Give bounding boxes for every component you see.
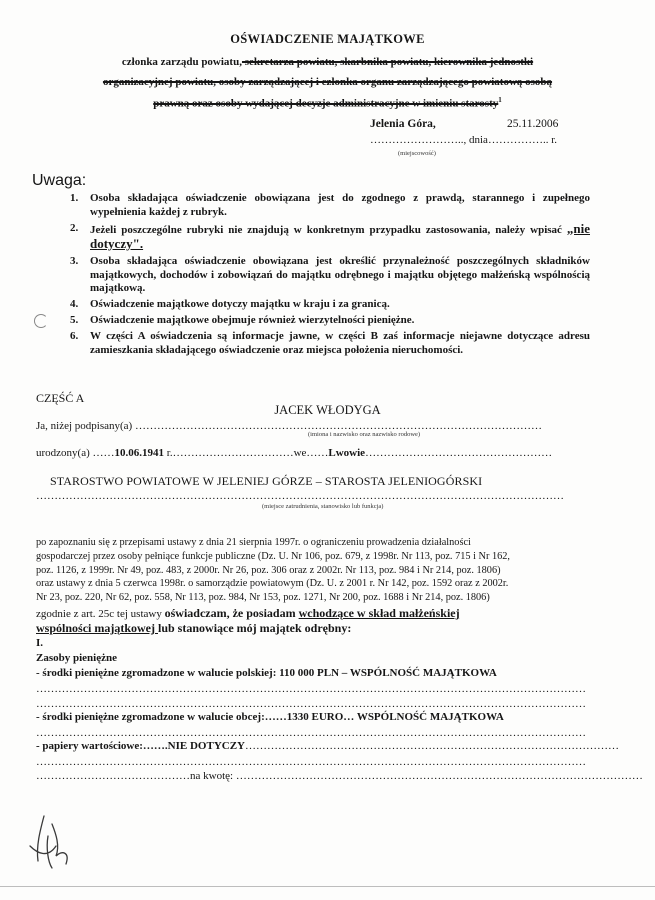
document-title: OŚWIADCZENIE MAJĄTKOWE (230, 32, 425, 46)
employer-position: STAROSTWO POWIATOWE W JELENIEJ GÓRZE – STAROSTA JELENIOGÓRSKI (50, 474, 483, 488)
foreign-funds-label: - środki pieniężne zgromadzone w walucie obcej:…… (36, 711, 287, 723)
note-number: 1. (70, 192, 79, 204)
note-item (70, 192, 590, 219)
amount-dots: ………………………………………………………………………………………………… (235, 770, 643, 782)
birth-suffix: …………………………………………… (365, 447, 553, 459)
note-number: 4. (70, 298, 79, 311)
date: 25.11.2006 (507, 118, 559, 130)
note-text-part: Jeżeli poszczególne rubryki nie znajdują w konkretnym przypadku zastosowania, należy wpisać (90, 223, 567, 236)
header-line-2 (0, 76, 655, 88)
statute-line: po zapoznaniu się z przepisami ustawy z dnia 21 sierpnia 1997r. o ograniczeniu prowadzenia działalności (36, 537, 471, 548)
amount-line (36, 770, 643, 782)
note-text: Oświadczenie majątkowe dotyczy majątku w kraju i za granicą. (90, 298, 390, 311)
note-item (70, 314, 590, 328)
section-roman: I. (36, 637, 44, 649)
name-caption: (imiona i nazwisko oraz nazwisko rodowe) (308, 431, 421, 438)
footnote-marker: 1 (498, 96, 502, 104)
birth-prefix: urodzony(a) …… (36, 447, 115, 459)
note-text: Osoba składająca oświadczenie obowiązana jest określić przynależność poszczególnych składników majątkowych, dochodów i zobowiązań do majątku odrębnego i majątku objętego małżeńską wspólnością majątkową. (90, 255, 590, 295)
securities-label: - papiery wartościowe:……. (36, 740, 168, 752)
birth-line (36, 447, 552, 459)
note-text: W części A oświadczenia są informacje jawne, w części B zaś informacje niejawne dotyczące adresu zamieszkania składającego oświadczenie oraz miejsca położenia nieruchomości. (90, 330, 590, 356)
declaration-underlined: wspólności majątkowej (36, 621, 158, 635)
pln-funds-value: 110 000 PLN – WSPÓLNOŚĆ MAJĄTKOWA (279, 667, 497, 679)
dots-line: …………………………………………………………………………………………………………………………………… (36, 683, 586, 695)
securities-dots: ………………………………………………………………………………………… (245, 740, 619, 752)
hole-punch-mark (34, 314, 48, 328)
statute-paragraph (36, 536, 604, 605)
note-number: 6. (70, 330, 79, 343)
statute-line: oraz ustawy z dnia 5 czerwca 1998r. o samorządzie powiatowym (Dz. U. z 2001 r. Nr 142, poz. 1592 oraz z 2002r. (36, 578, 509, 590)
page-bottom-edge (0, 886, 655, 887)
header-line-1 (0, 56, 655, 68)
header-struck-1: sekretarza powiatu, skarbnika powiatu, kierownika jednostki (241, 56, 534, 68)
declaration-prefix: zgodnie z art. 25c tej ustawy (36, 608, 165, 620)
statute-line: Nr 23, poz. 220, Nr 62, poz. 558, Nr 113, poz. 984, Nr 153, poz. 1271, Nr 200, poz. 1688 i Nr 214, poz. 1806) (36, 592, 490, 604)
statute-line: gospodarczej przez osoby pełniące funkcje publiczne (Dz. U. Nr 106, poz. 679, z 1998r. Nr 113, poz. 715 i Nr 162, (36, 550, 510, 562)
dots-line: …………………………………………………………………………………………………………………………………… (36, 727, 586, 739)
amount-label: ……………………………………na kwotę: (36, 770, 236, 782)
declaration-end: lub stanowiące mój majątek odrębny: (158, 621, 352, 635)
birth-mid: r.……………………………we…… (164, 447, 329, 459)
header-struck-2: organizacyjnej powiatu, osoby zarządzającej i członka organu zarządzającego powiatową osobą (102, 76, 553, 88)
securities-value: NIE DOTYCZY (167, 740, 245, 752)
dots-line: …………………………………………………………………………………………………………………………………… (36, 756, 586, 768)
notes-heading: Uwaga: (32, 172, 87, 189)
statute-line: poz. 1126, z 1999r. Nr 49, poz. 483, z 2000r. Nr 26, poz. 306 oraz z 2002r. Nr 113, poz. 984 i Nr 214, poz. 1806) (36, 564, 501, 576)
declaration-bold: oświadczam, że posiadam (164, 606, 299, 620)
part-a-label: CZĘŚĆ A (36, 391, 85, 405)
header-line-3 (0, 96, 655, 110)
note-text: Osoba składająca oświadczenie obowiązana jest do zgodnego z prawdą, starannego i zupełnego wypełnienia każdej z rubryk. (90, 192, 590, 218)
declaration-underlined: wchodzące w skład małżeńskiej (298, 606, 460, 620)
place-caption: (miejscowość) (398, 150, 436, 157)
handwritten-initials (26, 806, 86, 876)
note-text (90, 222, 590, 253)
employer-dots: ……………………………………………………………………………………………………………………………… (36, 490, 564, 502)
section-heading: Zasoby pieniężne (36, 652, 117, 664)
employer-caption: (miejsce zatrudnienia, stanowisko lub funkcja) (262, 503, 384, 510)
header-struck-3: prawną oraz osoby wydającej decyzje administracyjne w imieniu starosty (153, 97, 499, 110)
declarant-name: JACEK WŁODYGA (274, 403, 381, 417)
note-item (70, 298, 590, 312)
note-item (70, 222, 590, 253)
pln-funds-label: - środki pieniężne zgromadzone w walucie polskiej: (36, 667, 280, 679)
birth-place: Lwowie (328, 447, 366, 459)
notes-list (70, 192, 590, 360)
signed-line: Ja, niżej podpisany(a) ………………………………………………………………………………………………… (36, 420, 542, 432)
note-number: 3. (70, 255, 79, 268)
note-text: Oświadczenie majątkowe obejmuje również wierzytelności pieniężne. (90, 314, 415, 327)
nie-dotyczy-emphasis: „nie dotyczy". (90, 220, 590, 252)
header-active-role: członka zarządu powiatu, (121, 56, 242, 68)
foreign-funds-value: 1330 EURO… WSPÓLNOŚĆ MAJĄTKOWA (286, 711, 504, 723)
note-number: 2. (70, 221, 79, 234)
dots-line: …………………………………………………………………………………………………………………………………… (36, 698, 586, 710)
place: Jelenia Góra, (370, 118, 436, 130)
place-date-dots: …………………….., dnia…………….. r. (370, 134, 557, 146)
note-item (70, 255, 590, 296)
pln-funds-line (36, 667, 497, 679)
declaration-line-1 (36, 606, 460, 621)
foreign-funds-line (36, 711, 504, 723)
birth-date: 10.06.1941 (114, 447, 165, 459)
declaration-line-2 (36, 621, 351, 636)
note-number: 5. (70, 314, 79, 327)
securities-line (36, 740, 619, 752)
note-item (70, 330, 590, 357)
